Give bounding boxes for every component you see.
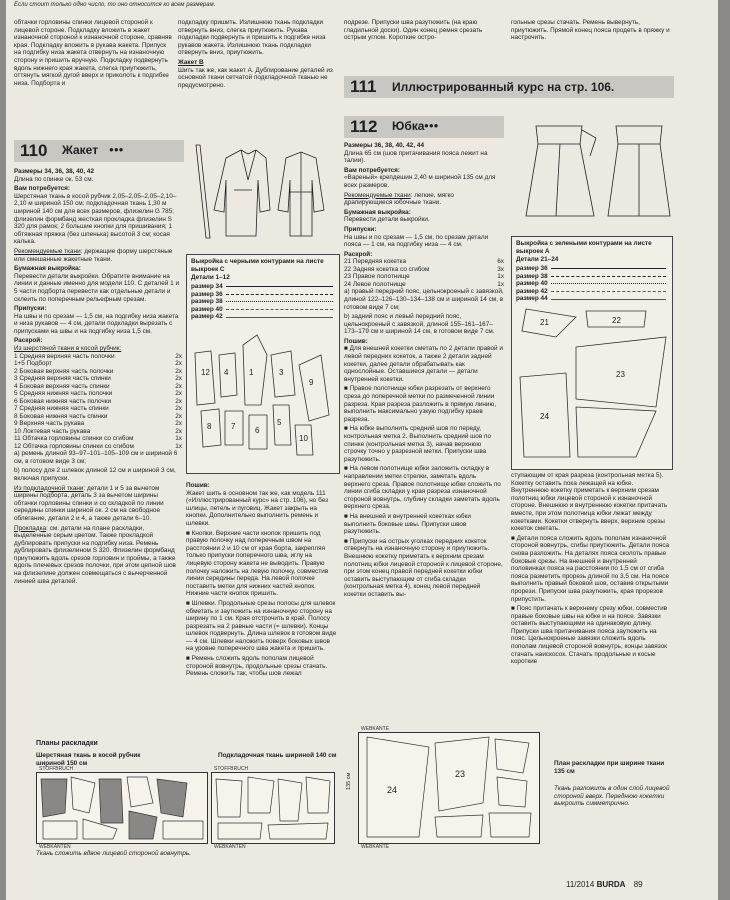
skirt-layout-pieces	[359, 733, 539, 843]
size-legend-a	[516, 265, 666, 303]
belt-continuation: подрезе. Припуски шва разутюжить (на краю гладильной доски). Один конец ремня срезать острым углом. Короткие остро-	[344, 19, 483, 42]
table-row: 10 Локтевая часть рукава 2x	[14, 427, 182, 435]
jacket-technical-drawing	[186, 140, 336, 244]
page-footer	[566, 880, 643, 889]
jacket-allow-label: Припуски:	[14, 305, 47, 313]
table-row: 24 Левое полотнище 1x	[344, 280, 504, 288]
model-111-title: Иллюстрированный курс на стр. 106.	[392, 80, 615, 94]
lining-layout	[211, 766, 335, 850]
table-row: 21 Передняя кокетка 6x	[344, 258, 504, 266]
skirt-layout-title: План раскладки при ширине ткани 135 см	[554, 760, 665, 775]
skirt-step: ■ На внешней и внутренней кокетках юбки выполнить боковые швы. Припуски швов разутюжить.	[344, 513, 504, 536]
dub-text: : см. детали на плане раскладки, выделенные серым цветом. Также прокладкой дублировать припуски на подгибку низа. Ремень дублировать флизелином S 320. Флизелин формбанд приутюжить вдоль срезов горловин и проймы, а также вдоль плечевых срезов полочки, при этом цепной шов на флизелине должен совмещаться с вычерченной линией шва деталей.	[14, 524, 176, 585]
size-row: размер 40	[191, 306, 333, 314]
svg-text:21: 21	[540, 318, 549, 327]
jacket-cut-sub: Из шерстяной ткани в косой рубчик:	[14, 345, 122, 353]
difficulty-dots: ●●●	[109, 145, 124, 154]
size-row: размер 36	[191, 291, 333, 299]
skirt-step: ■ На юбке выполнить средний шов по переду, контрольная метка 2. Выполнить средний шов по спинке (контрольная метка 3), начав верхнюю строчку точно у разрезной метки. Припуски шва разутюжить.	[344, 425, 504, 463]
page-number: 89	[633, 880, 643, 889]
svg-text:1: 1	[249, 368, 254, 377]
skirt-instructions	[344, 140, 504, 600]
pattern-box-c-details: Детали 1–12	[191, 274, 230, 281]
jacket-dub	[14, 525, 182, 586]
jacket-pattern-label: Бумажная выкройка:	[14, 265, 81, 273]
svg-text:7: 7	[231, 422, 236, 431]
jacket-cut-label: Раскрой:	[14, 337, 43, 345]
skirt-need: «Вареный» крепдешин 2,40 м шириной 135 см для всех размеров.	[344, 174, 496, 189]
model-111-heading	[344, 76, 674, 98]
model-110-title: Жакет	[62, 143, 99, 157]
jacket-need-label: Вам потребуется:	[14, 185, 71, 193]
continuation-text: подкладку пришить. Излишнюю ткань подкладки отвернуть вниз, слегка приутюжить. Рукава подкладки подвернуть и пришить к подгибке низа рукавов жакета. Излишнюю ткань подкладки отвернуть вниз, приутюжить.	[178, 19, 326, 57]
jacket-fabric	[14, 248, 182, 263]
jacket-a-continuation: обтачки горловины спинки лицевой стороной к лицевой стороне. Подкладку вложить в жакет изнаночной стороной к изнаночной стороне, сравняв края. Подкладку вложить в рукава жакета. Припуск на подгибку низа жакета отвернуть на изнаночную сторону и пришить вручную. Подкладку подвернуть вдоль нижнего края жакета, слегка приутюжить, оттянуть мягкой дугой вверх и приколоть к подгибке низа. Подборта и	[14, 19, 172, 87]
difficulty-dots: ●●●	[424, 121, 439, 130]
sewing-intro: Жакет шить в основном так же, как модель 111 («Иллюстрированный курс» на стр. 106), но без шлицы, петель и пуговиц. Жакет закрыть на кнопки. Дополнительно выполнить ремень и шлевки.	[186, 489, 329, 527]
skirt-sew-label: Пошив:	[344, 337, 368, 345]
model-110-number: 110	[20, 141, 48, 160]
model-112-number: 112	[350, 117, 378, 136]
svg-text:23: 23	[616, 370, 625, 379]
size-row: размер 38	[191, 298, 333, 306]
svg-text:6: 6	[255, 426, 260, 435]
svg-text:22: 22	[612, 316, 621, 325]
jacket-need: Шерстяная ткань в косой рубчик 2,05–2,05–2,05–2,10–2,10 м шириной 150 см; подкладочная ткань 1,30 м шириной 140 см для всех размеров, флизелин G 785; флизелин формбанд жесткая прокладка флизелин S 320 для рамок; 2 большие кнопки для пришивания; 1 обтяжная пряжка (без шпенька) высотой 3 см; косая калька.	[14, 192, 177, 246]
table-row: 5 Средняя нижняя часть полочки 2x	[14, 390, 182, 398]
skirt-layout	[358, 726, 540, 850]
size-row: размер 34	[191, 283, 333, 291]
skirt-step: ■ На левом полотнище юбки заложить складку в направлении метки стрелки, заметать вдоль верхнего среза. Правое полотнище юбки сложить по линии сгиба складки у края разреза изнаночной стороной вовнутрь, глубину складки заметать вдоль верхнего среза.	[344, 465, 504, 511]
skirt-pattern: Перевести детали выкройки.	[344, 216, 430, 224]
skirt-step: ■ Пояс притачать к верхнему срезу юбки, совместив правые боковые швы на юбке и на поясе. Завязки оставить выступающими на одинаковую длину. Припуски шва притачивания пояса заутюжить на пояс. Цельнокроеные завязки сложить вдоль пополам лицевой стороной вовнутрь, концы завязок стачать наискосок. Стачать продольные и косые короткие	[511, 605, 671, 666]
wool-layout	[36, 766, 208, 850]
table-row: 1 Средняя верхняя часть полочки 2x	[14, 352, 182, 360]
sewing-loops: ■ Шлевки. Продольные срезы полосы для шлевок обметать и заутюжить на изнаночную сторону на ширину по 1 см. Края отстрочить в край. Полосу разрезать на 2 равные части (= шлевки). Концы шлевок подвернуть. Длина шлевок в готовом виде — 4 см. Шлевки наложить поверх боковых швов на уровне поперечного шва жакета и пришить.	[186, 600, 338, 653]
jacket-instructions	[14, 166, 182, 587]
magazine-page	[6, 0, 718, 900]
jacket-length: Длина по спинке ок. 53 см.	[14, 175, 94, 183]
jacket-allow: На швы и по срезам — 1,5 см, на подгибку низа жакета и низа рукавов — 4 см, детали подкладки вырезать с припусками на швы и на подгибку низа 1,5 см.	[14, 312, 179, 335]
table-row: 7 Средняя нижняя часть спинки 2x	[14, 405, 182, 413]
fold-label: STOFFBRUCH	[39, 766, 74, 772]
sewing-belt: ■ Ремень сложить вдоль пополам лицевой стороной вовнутрь, продольные срезы стачать. Ремень сложить так, чтобы шов лежал	[186, 655, 338, 678]
skirt-step: ■ Припуски на острых уголках передних кокеток отвернуть на изнаночную сторону и приутюжить. Внешнюю кокетку приметать к верхним срезам полотниц юбки лицевой стороной к лицевой стороне, при этом конец правой передней кокетки юбки оставить выступающим от сгиба складки (контрольная метка 4), конец левой передней кокетки оставить вы-	[344, 538, 504, 599]
svg-text:5: 5	[277, 418, 282, 427]
table-row: 22 Задняя кокетка со сгибом 3x	[344, 265, 504, 273]
selvage-label: WEBKANTE	[361, 844, 390, 850]
table-row: 1+5 Подборт 2x	[14, 360, 182, 368]
svg-text:8: 8	[207, 422, 212, 431]
jacket-belt-b: b) полосу для 2 шлевок длиной 12 см и шириной 3 см, включая припуски.	[14, 467, 176, 482]
jacket-a-continuation-2	[178, 19, 338, 91]
table-row: 2 Боковая верхняя часть полочки 2x	[14, 367, 182, 375]
jacket-pattern: Перевести детали выкройки. Обратите внимание на линии и данные именно для модели 110. С деталей 1 и 5 части подборта перевести как отдельные детали и склеить по поперечным рельефным срезам.	[14, 272, 180, 303]
pattern-box-a	[511, 236, 673, 470]
pattern-box-a-details: Детали 21–24	[516, 256, 559, 263]
lining-text: : детали 1 и 5 за вычетом ширины подборта, деталь 3 за вычетом ширины обтачки горловины спинки и со складкой по линии середины спинки шириной ок. 2 см на свободное облегание, детали 2 и 4, а также детали 6–10.	[14, 484, 164, 522]
size-legend-c	[191, 283, 333, 321]
wool-layout-title: Шерстяная ткань в косой рубчик шириной 150 см	[36, 752, 141, 767]
size-row: размер 36	[516, 265, 666, 273]
brand: BURDA	[596, 880, 626, 889]
selvage-label: WEBKANTEN	[39, 844, 71, 850]
table-row: 3 Средняя верхняя часть спинки 2x	[14, 375, 182, 383]
variant-b-text: Шить так же, как жакет А. Дублирование деталей из основной ткани сетчатой подкладочной тканью не предусмотрено.	[178, 66, 333, 89]
jacket-pattern-pieces	[191, 325, 335, 469]
fabric-text: : держащие форму шерстяные или смешанные жакетные ткани.	[14, 247, 173, 263]
table-row: 9 Верхняя часть рукава 2x	[14, 420, 182, 428]
size-row: размер 44	[516, 295, 666, 303]
model-112-heading	[344, 116, 504, 138]
sewing-label: Пошив:	[186, 482, 210, 489]
skirt-parts-table	[344, 258, 504, 288]
table-row: 4 Боковая верхняя часть спинки 2x	[14, 382, 182, 390]
issue: 11/2014	[566, 880, 595, 889]
layout-caption: Ткань сложить вдвое лицевой стороной вовнутрь.	[36, 850, 192, 857]
skirt-instructions-2	[511, 472, 671, 668]
size-row: размер 38	[516, 273, 666, 281]
selvage-label: WEBKANTEN	[214, 844, 246, 850]
lining-layout-pieces	[212, 773, 334, 843]
skirt-allow: На швы и по срезам — 1,5 см, по срезам детали пояса — 1 см, на подгибку низа — 4 см.	[344, 233, 489, 249]
model-111-number: 111	[350, 77, 377, 96]
svg-text:23: 23	[455, 769, 466, 779]
fabric-text: : легкие, мягко драпирующиеся юбочные ткани.	[344, 191, 454, 207]
jacket-sizes: Размеры 34, 36, 38, 40, 42	[14, 168, 94, 175]
skirt-pattern-pieces	[516, 307, 668, 465]
fabric-label: Рекомендуемые ткани	[344, 191, 411, 199]
skirt-belt-a: а) правый передний пояс, цельнокроеный с завязкой, длиной 122–126–130–134–138 см и шириной 14 см, в готовом виде 7 см;	[344, 288, 504, 311]
table-row: 11 Обтачка горловины спинки со сгибом 1x	[14, 435, 182, 443]
skirt-step: ■ Правое полотнище юбки разрезать от верхнего среза до поперечной метки по размеченной линии разреза. Края разреза разложить в прямую линию, выполнить максимально узкую подгибку краев разреза.	[344, 385, 504, 423]
svg-text:24: 24	[540, 412, 549, 421]
fabric-label: Рекомендуемые ткани	[14, 247, 81, 255]
svg-text:9: 9	[309, 378, 314, 387]
size-row: размер 42	[191, 313, 333, 321]
skirt-length: Длина 65 см (шов притачивания пояса лежит на талии).	[344, 149, 488, 165]
table-row: 23 Правое полотнище 1x	[344, 273, 504, 281]
skirt-belt-b: b) задний пояс и левый передний пояс, цельнокроеный с завязкой, длиной 155–161–167–173–179 см и шириной 14 см, в готовом виде 7 см.	[344, 313, 495, 336]
width-mark: 135 см	[346, 772, 352, 790]
skirt-cut-label: Раскрой:	[344, 250, 373, 258]
svg-text:3: 3	[279, 368, 284, 377]
jacket-lining	[14, 485, 182, 523]
svg-text:24: 24	[387, 785, 398, 795]
skirt-layout-caption: Ткань разложить в один слой лицевой стороной вверх. Переднюю кокетки выкроить симметрично.	[554, 785, 670, 808]
model-110-heading	[14, 140, 184, 162]
belt-continuation-2: гольные срезы стачать. Ремень вывернуть, приутюжить. Прямой конец пояса продеть в пряжку и настрочить.	[511, 19, 670, 42]
lining-layout-title: Подкладочная ткань шириной 140 см	[218, 752, 337, 759]
pattern-box-c	[186, 254, 340, 474]
fold-label: STOFFBRUCH	[214, 766, 249, 772]
skirt-pattern-label: Бумажная выкройка:	[344, 208, 411, 216]
svg-text:4: 4	[224, 368, 229, 377]
skirt-fabric	[344, 192, 504, 207]
skirt-technical-drawing	[516, 116, 676, 222]
variant-b-label: Жакет В	[178, 58, 204, 66]
size-row: размер 42	[516, 288, 666, 296]
jacket-belt-a: а) ремень длиной 93–97–101–105–109 см и шириной 6 см, в готовом виде 3 см;	[14, 450, 178, 465]
skirt-sizes: Размеры 36, 38, 40, 42, 44	[344, 142, 424, 149]
wool-layout-pieces	[37, 773, 207, 843]
jacket-parts-table	[14, 353, 182, 451]
lining-label: Из подкладочной ткани	[14, 484, 84, 492]
dub-label: Прокладка	[14, 524, 47, 532]
svg-text:10: 10	[299, 434, 308, 443]
jacket-sewing	[186, 480, 338, 680]
size-row: размер 40	[516, 280, 666, 288]
table-row: 6 Боковая нижняя часть полочки 2x	[14, 397, 182, 405]
selvage-label: WEBKANTE	[361, 726, 390, 732]
pattern-box-a-title: Выкройка с зелеными контурами на листе выкроек А	[516, 240, 652, 255]
skirt-step: ■ Для внешней кокетки сметать по 2 детали правой и левой передних кокеток, а также 2 детали задней кокетки, далее детали обрабатывать как однослойные. Оставшиеся детали — детали внутренней кокетки.	[344, 345, 504, 383]
svg-text:12: 12	[201, 368, 210, 377]
table-row: 12 Обтачка горловины спинки со сгибом 1x	[14, 442, 182, 450]
model-112-title: Юбка	[392, 119, 425, 133]
sewing-snaps: ■ Кнопки. Верхние части кнопок пришить под правую полочку над поперечным швом на расстоянии 2 и 10 см от края борта, закрепляя только припуски поперечного шва, иглу на лицевую сторону жакета не выводить. Правую полочку наложить на левую полочку, совместив линии середины переда. На левой полочке поставить метки для нижних частей кнопок. Нижние части кнопок пришить.	[186, 530, 338, 598]
pattern-box-c-title: Выкройка с черными контурами на листе выкроек С	[191, 258, 324, 273]
skirt-step: ступающим от края разреза (контрольная метка 5). Кокетку оставить пока лежащей на юбке. Внутреннюю кокетку приметать к верхним срезам полотниц юбки лицевой стороной к изнаночной стороне. Внешнюю и внутреннюю кокетки притачать вместе, при этом полотница юбки лежат между кокетками. Кокетки отвернуть вверх, верхние срезы кокеток сметать.	[511, 472, 668, 533]
skirt-need-label: Вам потребуется:	[344, 166, 401, 174]
skirt-allow-label: Припуски:	[344, 225, 377, 233]
header-note: Если стоит только одно число, то оно относится ко всем размерам.	[14, 2, 216, 8]
skirt-step: ■ Детали пояса сложить вдоль пополам изнаночной стороной вовнутрь, сгибы приутюжить. Детали пояса снова разложить. На деталях пояса сколоть правые боковые срезы. На внешней и внутренней половинках пояса на расстоянии по 1,5 см от сгиба пояса разметить прорезь длиной по 3,5 см. На поясе выполнить правый боковой шов, оставив открытыми прорези. Припуски шва разутюжить, края прорезов припустить.	[511, 535, 671, 603]
table-row: 8 Боковая нижняя часть спинки 2x	[14, 412, 182, 420]
plans-title: Планы раскладки	[36, 740, 98, 747]
